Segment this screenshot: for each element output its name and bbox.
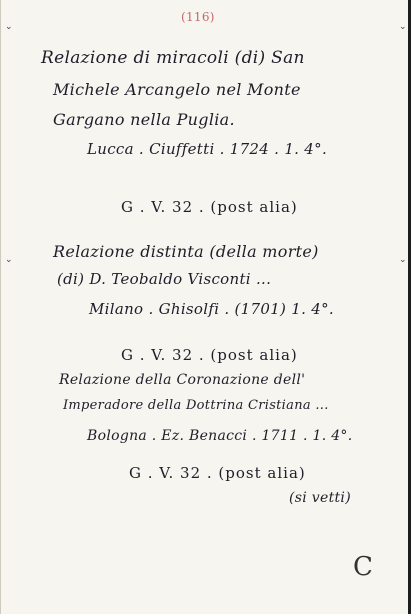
edge-tick-mark: ⌄ — [5, 255, 13, 265]
edge-tick-mark: ⌄ — [399, 255, 407, 265]
edge-tick-mark: ⌄ — [399, 22, 407, 32]
edge-tick-mark: ⌄ — [5, 22, 13, 32]
entry-3-imprint: Bologna . Ez. Benacci . 1711 . 1. 4°. — [87, 428, 353, 444]
entry-1-shelfmark: G . V. 32 . (post alia) — [121, 198, 298, 216]
entry-2-title-line-1: Relazione distinta (della morte) — [53, 242, 319, 261]
entry-3-title-line-2: Imperadore della Dottrina Cristiana ... — [63, 398, 329, 413]
folio-number: (116) — [181, 10, 215, 24]
entry-2-title-line-2: (di) D. Teobaldo Visconti ... — [57, 270, 272, 288]
entry-3-title-line-1: Relazione della Coronazione dell' — [59, 372, 306, 388]
entry-1-title-line-1: Relazione di miracoli (di) San — [41, 48, 305, 68]
margin-letter: C — [353, 552, 373, 582]
entry-1-imprint: Lucca . Ciuffetti . 1724 . 1. 4°. — [87, 140, 328, 158]
entry-3-shelfmark: G . V. 32 . (post alia) — [129, 464, 306, 482]
entry-1-title-line-3: Gargano nella Puglia. — [53, 110, 235, 129]
entry-2-shelfmark: G . V. 32 . (post alia) — [121, 346, 298, 364]
entry-3-note: (si vetti) — [289, 490, 351, 506]
entry-1-title-line-2: Michele Arcangelo nel Monte — [53, 80, 301, 99]
entry-2-imprint: Milano . Ghisolfi . (1701) 1. 4°. — [89, 300, 334, 318]
